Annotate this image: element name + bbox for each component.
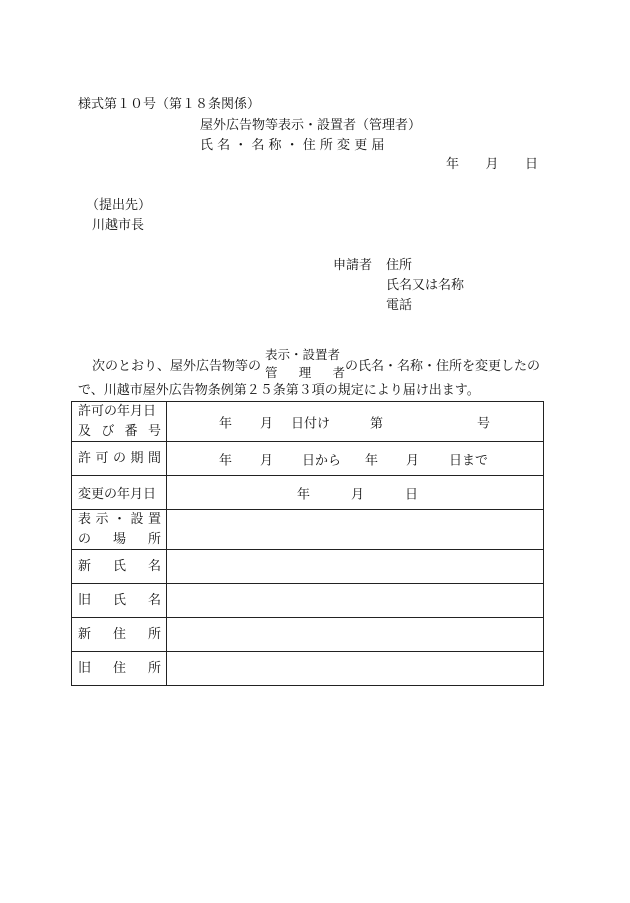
label-char: ・ xyxy=(112,512,126,527)
label-char: 表 xyxy=(78,512,92,527)
label-char: 所 xyxy=(147,660,161,676)
label-cell-new-address xyxy=(72,618,167,652)
submission-date xyxy=(446,158,538,171)
label-cell-permit-date-number xyxy=(72,402,167,442)
table-row xyxy=(72,476,544,510)
applicant-phone-label: 電話 xyxy=(386,298,413,313)
label-cell-new-name xyxy=(72,550,167,584)
period-end-month: 月 xyxy=(406,453,420,468)
label-spread xyxy=(72,625,166,645)
table-row xyxy=(72,584,544,618)
label-char: 場 xyxy=(112,531,126,547)
label-cell-location xyxy=(72,510,167,550)
recipient-label: （提出先） xyxy=(86,198,152,213)
label-char: 番 xyxy=(124,423,138,439)
label-char: 間 xyxy=(147,450,161,466)
label-cell-old-name xyxy=(72,584,167,618)
stack-char: 管 xyxy=(265,365,278,380)
label-char: 新 xyxy=(78,558,92,574)
label-cell-change-date xyxy=(72,476,167,510)
change-details-table xyxy=(71,401,544,686)
body-text-line-2: で、川越市屋外広告物条例第２５条第３項の規定により届け出ます。 xyxy=(78,383,480,398)
permit-month-unit: 月 xyxy=(260,416,274,431)
label-char: の xyxy=(112,450,126,466)
body-text-end: の氏名・名称・住所を変更したの xyxy=(345,359,541,374)
old-address-field[interactable] xyxy=(167,652,544,686)
label-char: び xyxy=(101,423,115,439)
date-month: 月 xyxy=(485,157,499,172)
applicant-label: 申請者 xyxy=(333,258,373,273)
permit-year-unit: 年 xyxy=(219,416,233,431)
label-char: 所 xyxy=(147,531,161,547)
label-char: 新 xyxy=(78,626,92,642)
old-name-field[interactable] xyxy=(167,584,544,618)
stack-char: 者 xyxy=(332,365,345,380)
permit-period-field[interactable] xyxy=(167,442,544,476)
label-char: 旧 xyxy=(78,592,92,608)
recipient-name: 川越市長 xyxy=(92,218,145,233)
stack-char: 理 xyxy=(298,365,312,380)
label-text: 許可の年月日 xyxy=(78,404,157,419)
period-start-month: 月 xyxy=(260,453,274,468)
location-field[interactable] xyxy=(167,510,544,550)
label-char: 期 xyxy=(130,450,144,466)
label-char: 可 xyxy=(95,450,109,466)
label-char: 設 xyxy=(130,512,144,527)
label-char: 号 xyxy=(147,423,161,439)
period-start-day: 日から xyxy=(302,453,342,468)
body-text-start: 次のとおり、屋外広告物等の xyxy=(92,359,262,374)
label-spread xyxy=(72,557,166,577)
form-number: 様式第１０号（第１８条関係） xyxy=(78,97,261,112)
form-title-line-2: 氏 名 ・ 名 称 ・ 住 所 変 更 届 xyxy=(200,138,385,153)
label-spread xyxy=(72,591,166,611)
label-char: 示 xyxy=(95,512,109,527)
label-spread xyxy=(78,422,161,442)
label-spread xyxy=(78,510,161,530)
label-char: 及 xyxy=(78,423,92,439)
label-spread xyxy=(72,659,166,679)
label-char: 置 xyxy=(147,512,161,527)
label-char: 住 xyxy=(112,626,126,642)
change-month-unit: 月 xyxy=(351,487,365,502)
new-address-field[interactable] xyxy=(167,618,544,652)
permit-go-unit: 号 xyxy=(477,416,491,431)
table-row xyxy=(72,402,544,442)
change-year-unit: 年 xyxy=(297,487,311,502)
period-end-day: 日まで xyxy=(449,453,489,468)
label-char: 氏 xyxy=(112,592,126,608)
label-char: 許 xyxy=(78,450,92,466)
body-stacked-bottom xyxy=(265,367,345,380)
table-row xyxy=(72,510,544,550)
label-cell-old-address xyxy=(72,652,167,686)
change-date-field[interactable] xyxy=(167,476,544,510)
label-char: 氏 xyxy=(112,558,126,574)
label-cell-permit-period xyxy=(72,442,167,476)
table-row xyxy=(72,652,544,686)
label-char: 所 xyxy=(147,626,161,642)
change-day-unit: 日 xyxy=(405,487,419,502)
period-end-year: 年 xyxy=(365,453,379,468)
table-row xyxy=(72,550,544,584)
table-row xyxy=(72,618,544,652)
permit-date-number-field[interactable] xyxy=(167,402,544,442)
new-name-field[interactable] xyxy=(167,550,544,584)
period-start-year: 年 xyxy=(219,453,233,468)
label-text: 変更の年月日 xyxy=(78,487,157,502)
applicant-address-label: 住所 xyxy=(386,258,413,273)
permit-dated-unit: 日付け xyxy=(291,416,331,431)
table-row xyxy=(72,442,544,476)
label-char: 住 xyxy=(112,660,126,676)
label-char: 旧 xyxy=(78,660,92,676)
date-year: 年 xyxy=(446,157,460,172)
permit-dai-unit: 第 xyxy=(370,416,384,431)
label-char: 名 xyxy=(147,558,161,574)
label-char: の xyxy=(78,531,92,547)
date-day: 日 xyxy=(524,157,538,172)
label-spread xyxy=(78,530,161,550)
form-title-line-1: 屋外広告物等表示・設置者（管理者） xyxy=(200,118,422,133)
label-char: 名 xyxy=(147,592,161,608)
applicant-name-label: 氏名又は名称 xyxy=(386,278,465,293)
label-spread xyxy=(72,449,166,469)
body-stacked-top: 表示・設置者 xyxy=(265,347,341,362)
